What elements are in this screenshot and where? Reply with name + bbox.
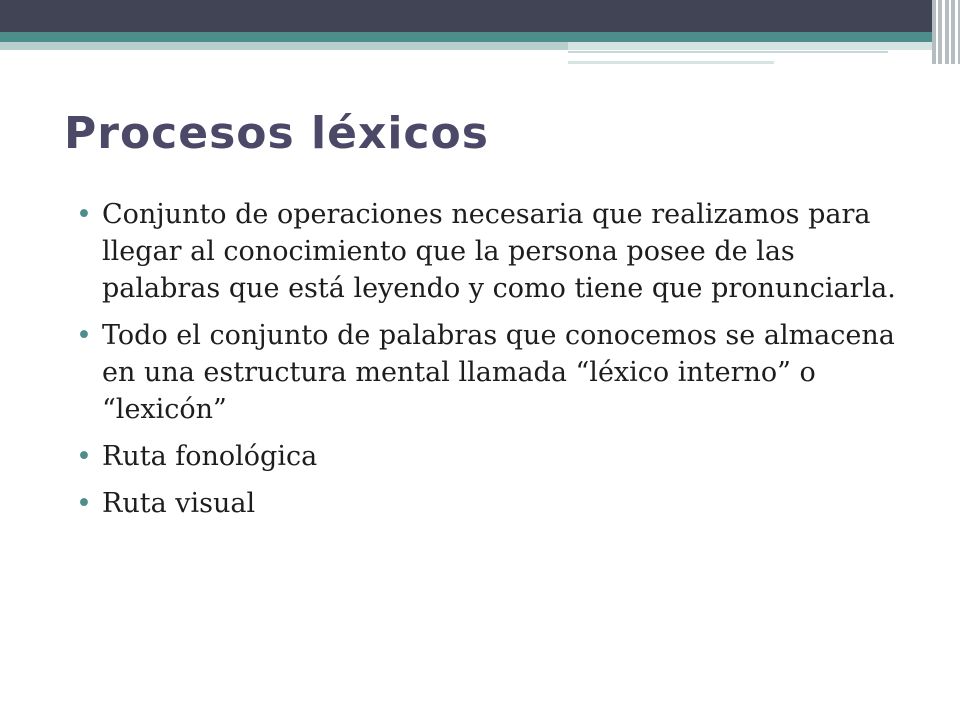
bullet-marker: • [76, 441, 92, 472]
bullet-item [76, 485, 906, 522]
header-vertical-stripes [932, 0, 960, 64]
header-light-band-right [568, 42, 932, 50]
bullet-text: Conjunto de operaciones necesaria que realizamos para llegar al conocimiento que la persona posee de las palabras que está leyendo y como tiene que pronunciarla. [102, 199, 896, 304]
bullet-marker: • [76, 320, 92, 351]
bullet-text: Ruta fonológica [102, 441, 318, 472]
bullet-text: Todo el conjunto de palabras que conocemos se almacena en una estructura mental llamada “léxico interno” o “lexicón” [102, 320, 895, 425]
header-teal-band [0, 32, 932, 42]
slide-title: Procesos léxicos [64, 108, 489, 159]
header-accent-line-short [568, 61, 774, 64]
header-dark-bar [0, 0, 960, 32]
bullet-item [76, 317, 906, 428]
bullet-text: Ruta visual [102, 488, 256, 519]
bullet-marker: • [76, 488, 92, 519]
bullet-marker: • [76, 199, 92, 230]
header-accent-line [568, 51, 888, 53]
bullet-item [76, 438, 906, 475]
bullet-list [76, 196, 906, 532]
header-light-band [0, 42, 568, 50]
bullet-item [76, 196, 906, 307]
